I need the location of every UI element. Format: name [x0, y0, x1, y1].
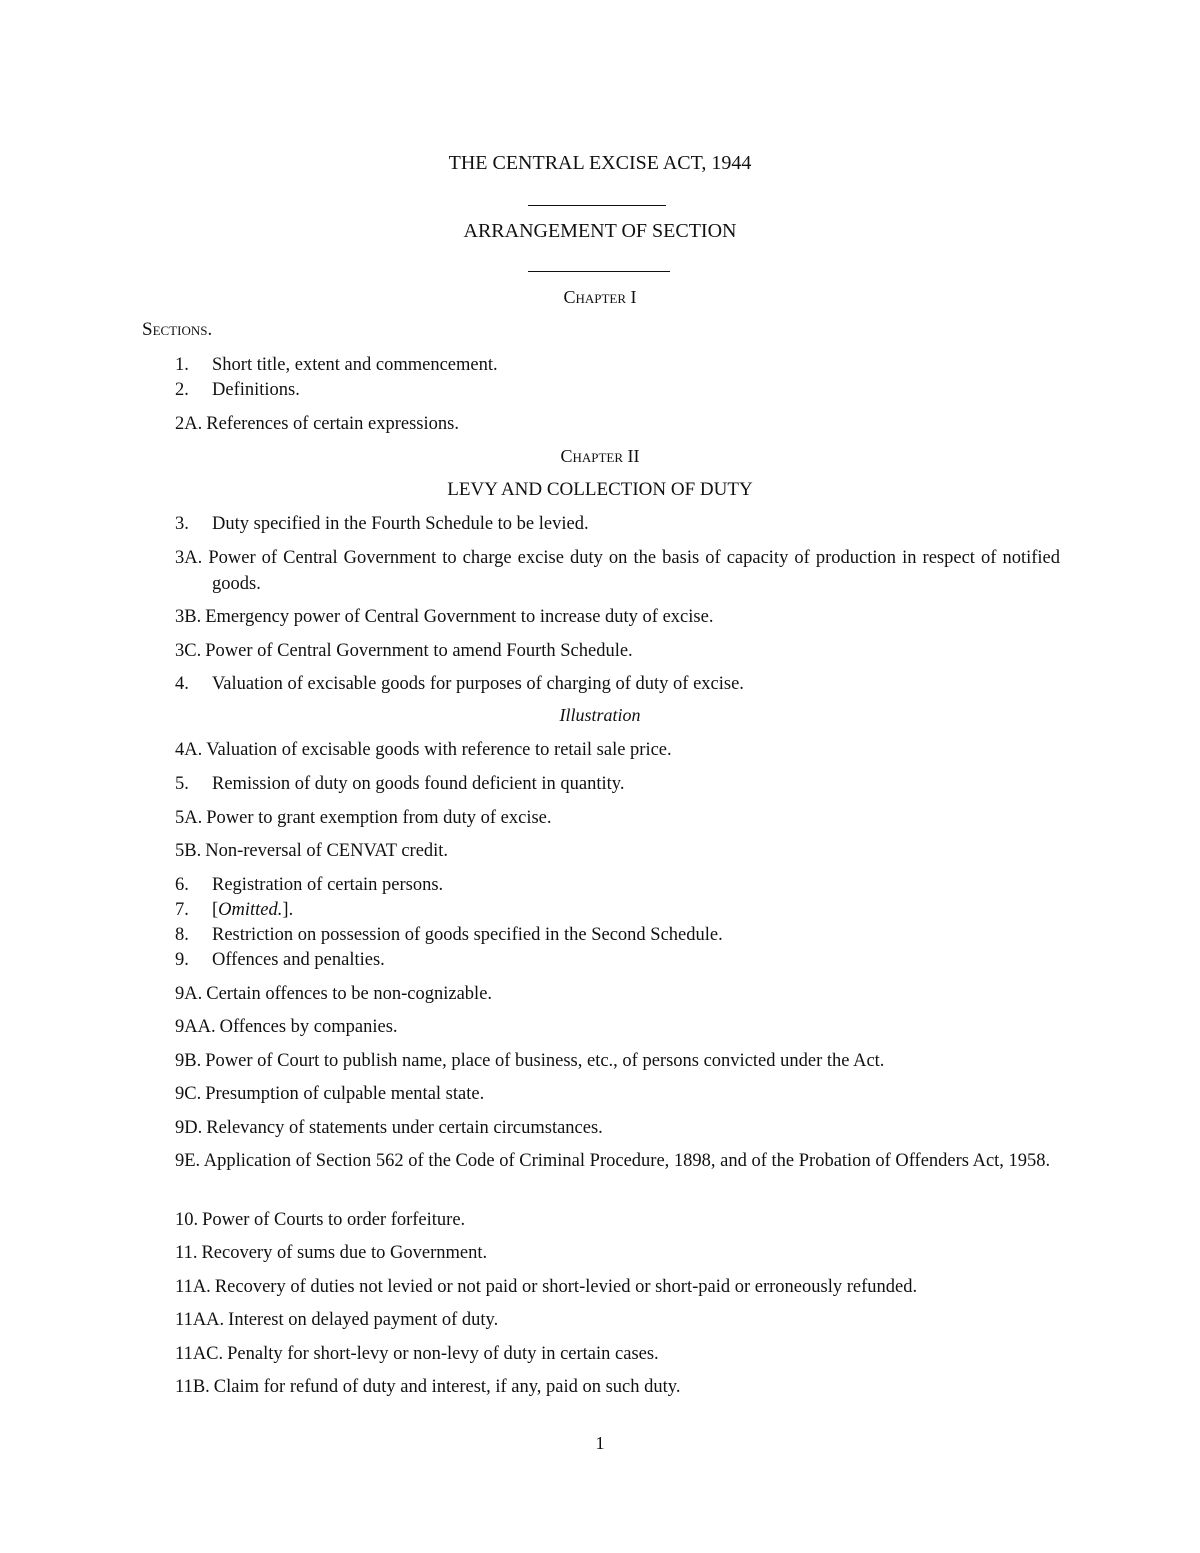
list-item: 11AC. Penalty for short-levy or non-levy of duty in certain cases.	[175, 1344, 659, 1364]
act-title: THE CENTRAL EXCISE ACT, 1944	[448, 152, 752, 174]
list-item: 3B. Emergency power of Central Government to increase duty of excise.	[175, 607, 714, 627]
list-item: 11AA. Interest on delayed payment of duty.	[175, 1310, 499, 1330]
list-item: 9AA. Offences by companies.	[175, 1017, 398, 1037]
list-item: 5A. Power to grant exemption from duty of excise.	[175, 808, 552, 828]
chapter-2-heading: Chapter II	[560, 446, 640, 466]
list-item: 11. Recovery of sums due to Government.	[175, 1243, 488, 1263]
list-item: 9A. Certain offences to be non-cognizable.	[175, 984, 493, 1004]
list-item: 9E. Application of Section 562 of the Code of Criminal Procedure, 1898, and of the Probation of Offenders Act, 1958.	[175, 1151, 1051, 1171]
chapter-1-heading: Chapter I	[563, 287, 637, 307]
list-item: 9B. Power of Court to publish name, place of business, etc., of persons convicted under the Act.	[175, 1051, 885, 1071]
page-number: 1	[595, 1433, 605, 1453]
list-item: 9. Offences and penalties.	[175, 950, 385, 970]
list-item: 2. Definitions.	[175, 380, 300, 400]
subtitle-divider	[528, 271, 670, 272]
arrangement-heading: ARRANGEMENT OF SECTION	[463, 220, 737, 242]
list-item: 3. Duty specified in the Fourth Schedule to be levied.	[175, 514, 589, 534]
chapter-2-title: LEVY AND COLLECTION OF DUTY	[447, 479, 753, 500]
list-item: 11A. Recovery of duties not levied or not paid or short-levied or short-paid or erroneously refunded.	[175, 1277, 918, 1297]
list-item: 9D. Relevancy of statements under certain circumstances.	[175, 1118, 603, 1138]
list-item: 10. Power of Courts to order forfeiture.	[175, 1210, 466, 1230]
list-item: 9C. Presumption of culpable mental state.	[175, 1084, 485, 1104]
list-item: 5. Remission of duty on goods found deficient in quantity.	[175, 774, 625, 794]
list-item: 7. [Omitted.].	[175, 900, 294, 920]
list-item: 1. Short title, extent and commencement.	[175, 355, 498, 375]
list-item: 2A. References of certain expressions.	[175, 414, 459, 434]
list-item: 6. Registration of certain persons.	[175, 875, 444, 895]
list-item: 8. Restriction on possession of goods specified in the Second Schedule.	[175, 925, 723, 945]
illustration-heading: Illustration	[559, 705, 641, 725]
list-item: 4A. Valuation of excisable goods with reference to retail sale price.	[175, 740, 672, 760]
omitted-text: Omitted.	[218, 900, 283, 920]
list-item: 3A. Power of Central Government to charge excise duty on the basis of capacity of production in respect of notified goods.	[175, 548, 1061, 594]
title-divider	[528, 205, 666, 206]
list-item: 4. Valuation of excisable goods for purposes of charging of duty of excise.	[175, 674, 744, 694]
list-item: 3C. Power of Central Government to amend Fourth Schedule.	[175, 641, 633, 661]
list-item: 5B. Non-reversal of CENVAT credit.	[175, 841, 449, 861]
list-item: 11B. Claim for refund of duty and interest, if any, paid on such duty.	[175, 1377, 681, 1397]
sections-label: Sections.	[142, 319, 213, 340]
